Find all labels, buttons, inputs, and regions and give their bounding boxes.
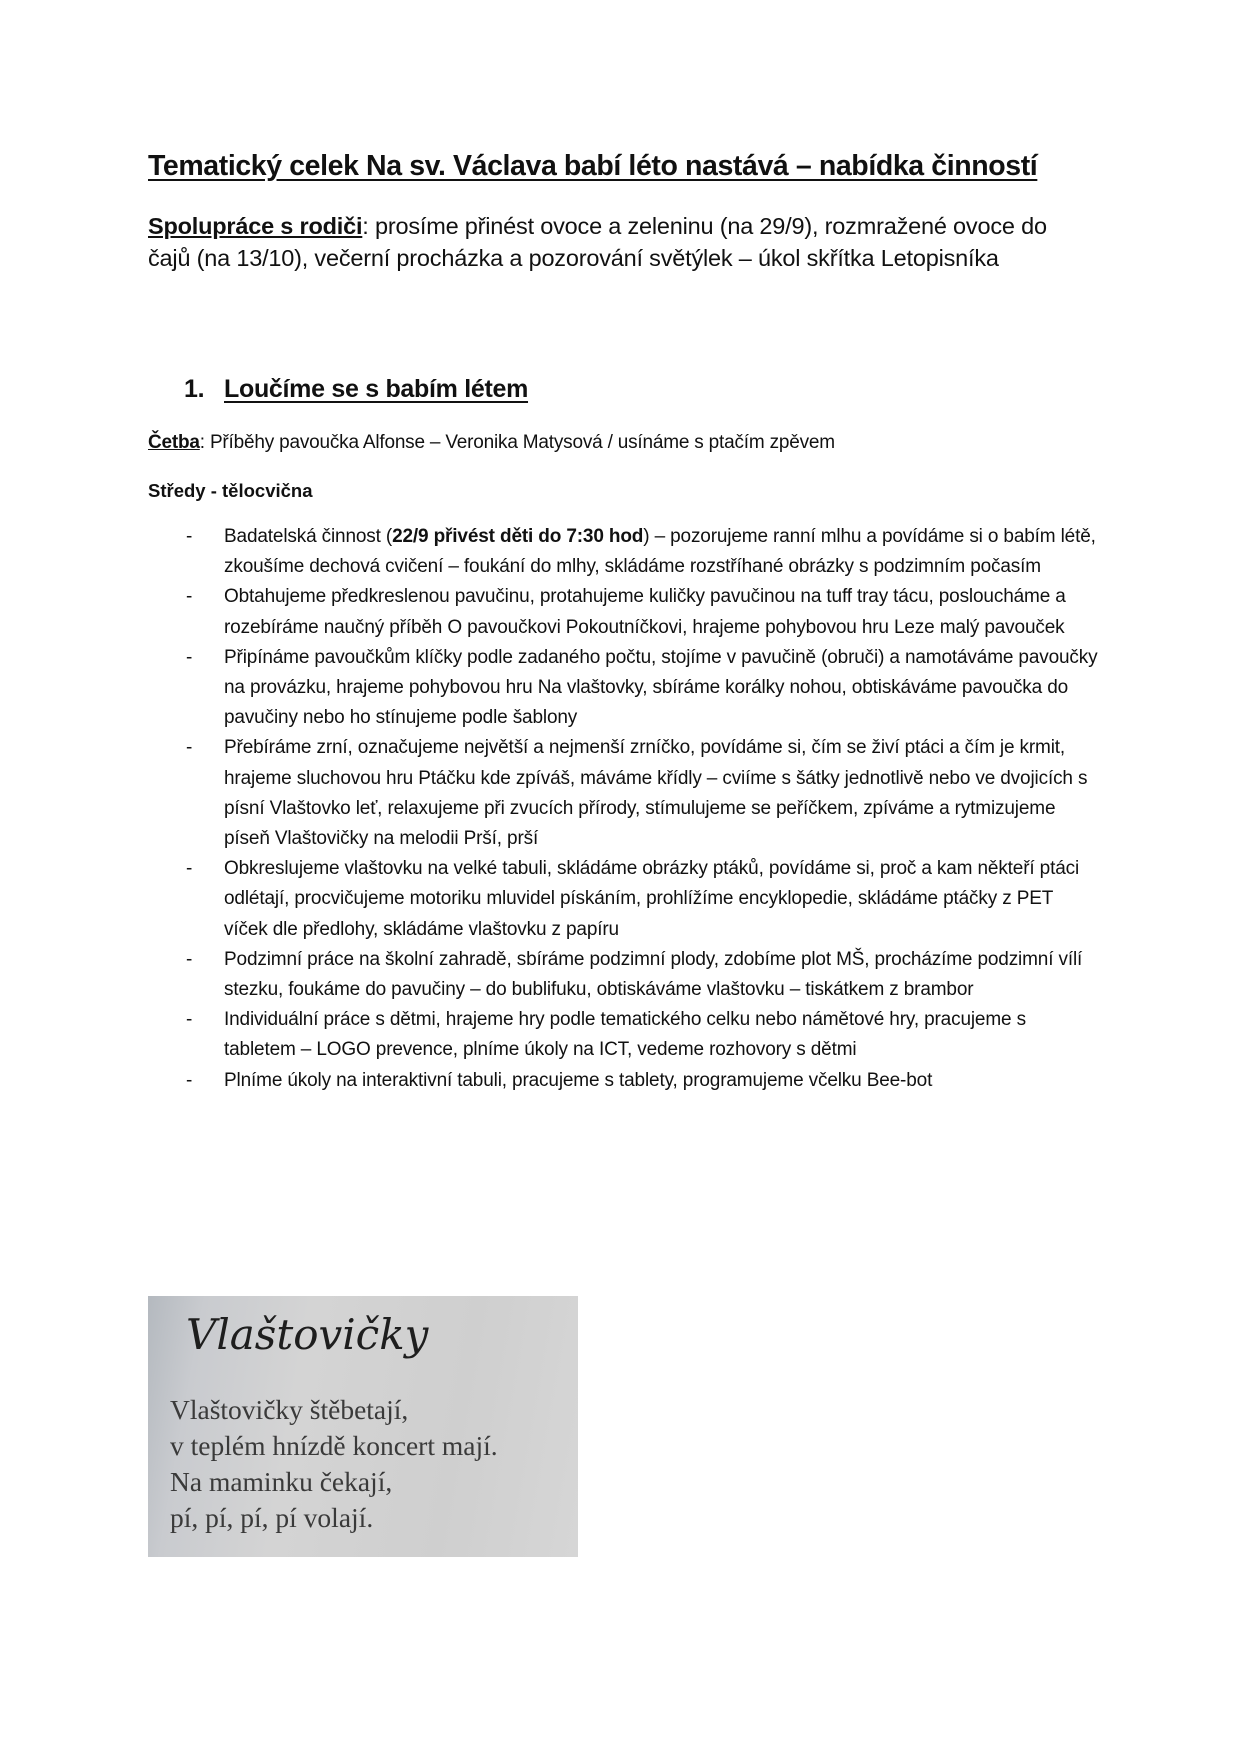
reading-text: : Příběhy pavoučka Alfonse – Veronika Matysová / usínáme s ptačím zpěvem	[199, 432, 835, 453]
poem-verse: v teplém hnízdě koncert mají.	[170, 1430, 498, 1461]
section-heading	[184, 375, 528, 404]
section-number: 1.	[184, 375, 205, 403]
activity-text: Obtahujeme předkreslenou pavučinu, protahujeme kuličky pavučinou na tuff tray tácu, posloucháme a rozebíráme naučný příběh O pavoučkovi Pokoutníčkovi, hrajeme pohybovou hru Leze malý pavouček	[224, 586, 1066, 638]
activity-text-pre: Badatelská činnost (	[224, 526, 393, 547]
parents-cooperation-text: : prosíme přinést ovoce a zeleninu (na 29/9), rozmražené ovoce do čajů (na 13/10), večerní procházka a pozorování světýlek – úkol skřítka Letopisníka	[148, 213, 1047, 271]
list-item	[148, 1005, 1098, 1065]
section-title: Loučíme se s babím létem	[224, 375, 529, 403]
reading-line	[148, 432, 835, 454]
reading-label: Četba	[148, 432, 200, 453]
activity-text: Podzimní práce na školní zahradě, sbíráme podzimní plody, zdobíme plot MŠ, procházíme podzimní vílí stezku, foukáme do pavučiny – do bublifuku, obtiskáváme vlaštovku – tiskátkem z brambor	[224, 948, 1083, 1001]
document-title: Tematický celek Na sv. Václava babí léto nastává – nabídka činností	[148, 150, 1038, 182]
list-item	[148, 643, 1098, 734]
bullet-dash: -	[186, 586, 193, 608]
wednesdays-heading: Středy - tělocvična	[148, 480, 313, 501]
list-item	[148, 1066, 1098, 1096]
poem-verses	[170, 1392, 498, 1536]
bullet-dash: -	[186, 737, 193, 759]
list-item	[148, 522, 1098, 582]
bullet-dash: -	[186, 858, 193, 880]
list-item	[148, 582, 1098, 642]
poem-image	[148, 1296, 578, 1557]
list-item	[148, 854, 1098, 945]
bullet-dash: -	[186, 526, 193, 547]
parents-cooperation	[148, 210, 1088, 274]
parents-cooperation-label: Spolupráce s rodiči	[148, 213, 363, 239]
activity-text-post: ) – pozorujeme ranní mlhu a povídáme si o babím létě, zkoušíme dechová cvičení – foukání do mlhy, skládáme rozstříhané obrázky s podzimním počasím	[224, 526, 1096, 578]
activities-list	[148, 522, 1098, 1096]
poem-verse: Vlaštovičky štěbetají,	[170, 1394, 409, 1425]
activity-text: Obkreslujeme vlaštovku na velké tabuli, skládáme obrázky ptáků, povídáme si, proč a kam někteří ptáci odlétají, procvičujeme motoriku mluvidel pískáním, prohlížíme encyklopedie, skládáme ptáčky z PET víček dle předlohy, skládáme vlaštovku z papíru	[224, 858, 1080, 940]
poem-verse: Na maminku čekají,	[170, 1466, 393, 1497]
poem-verse: pí, pí, pí, pí volají.	[170, 1502, 374, 1533]
activity-text: Plníme úkoly na interaktivní tabuli, pracujeme s tablety, programujeme včelku Bee-bot	[224, 1069, 933, 1091]
list-item	[148, 733, 1098, 854]
activity-text: Připínáme pavoučkům klíčky podle zadaného počtu, stojíme v pavučině (obruči) a namotáváme pavoučky na provázku, hrajeme pohybovou hru Na vlaštovky, sbíráme korálky nohou, obtiskáváme pavoučka do pavučiny nebo ho stínujeme podle šablony	[224, 646, 1098, 729]
bullet-dash: -	[186, 1069, 193, 1091]
bullet-dash: -	[186, 1009, 193, 1031]
bullet-dash: -	[186, 948, 193, 970]
activity-text: Přebíráme zrní, označujeme největší a nejmenší zrníčko, povídáme si, čím se živí ptáci a čím je krmit, hrajeme sluchovou hru Ptáčku kde zpíváš, máváme křídly – cviíme s šátky jednotlivě nebo ve dvojicích s písní Vlaštovko leť, relaxujeme při zvucích přírody, stímulujeme se peříčkem, zpíváme a rytmizujeme píseň Vlaštovičky na melodii Prší, prší	[224, 737, 1088, 850]
activity-text: Individuální práce s dětmi, hrajeme hry podle tematického celku nebo námětové hry, pracujeme s tabletem – LOGO prevence, plníme úkoly na ICT, vedeme rozhovory s dětmi	[224, 1009, 1026, 1061]
bullet-dash: -	[186, 646, 193, 668]
list-item	[148, 945, 1098, 1005]
poem-title: Vlaštovičky	[186, 1310, 429, 1359]
activity-text-bold: 22/9 přivést děti do 7:30 hod	[392, 526, 644, 547]
